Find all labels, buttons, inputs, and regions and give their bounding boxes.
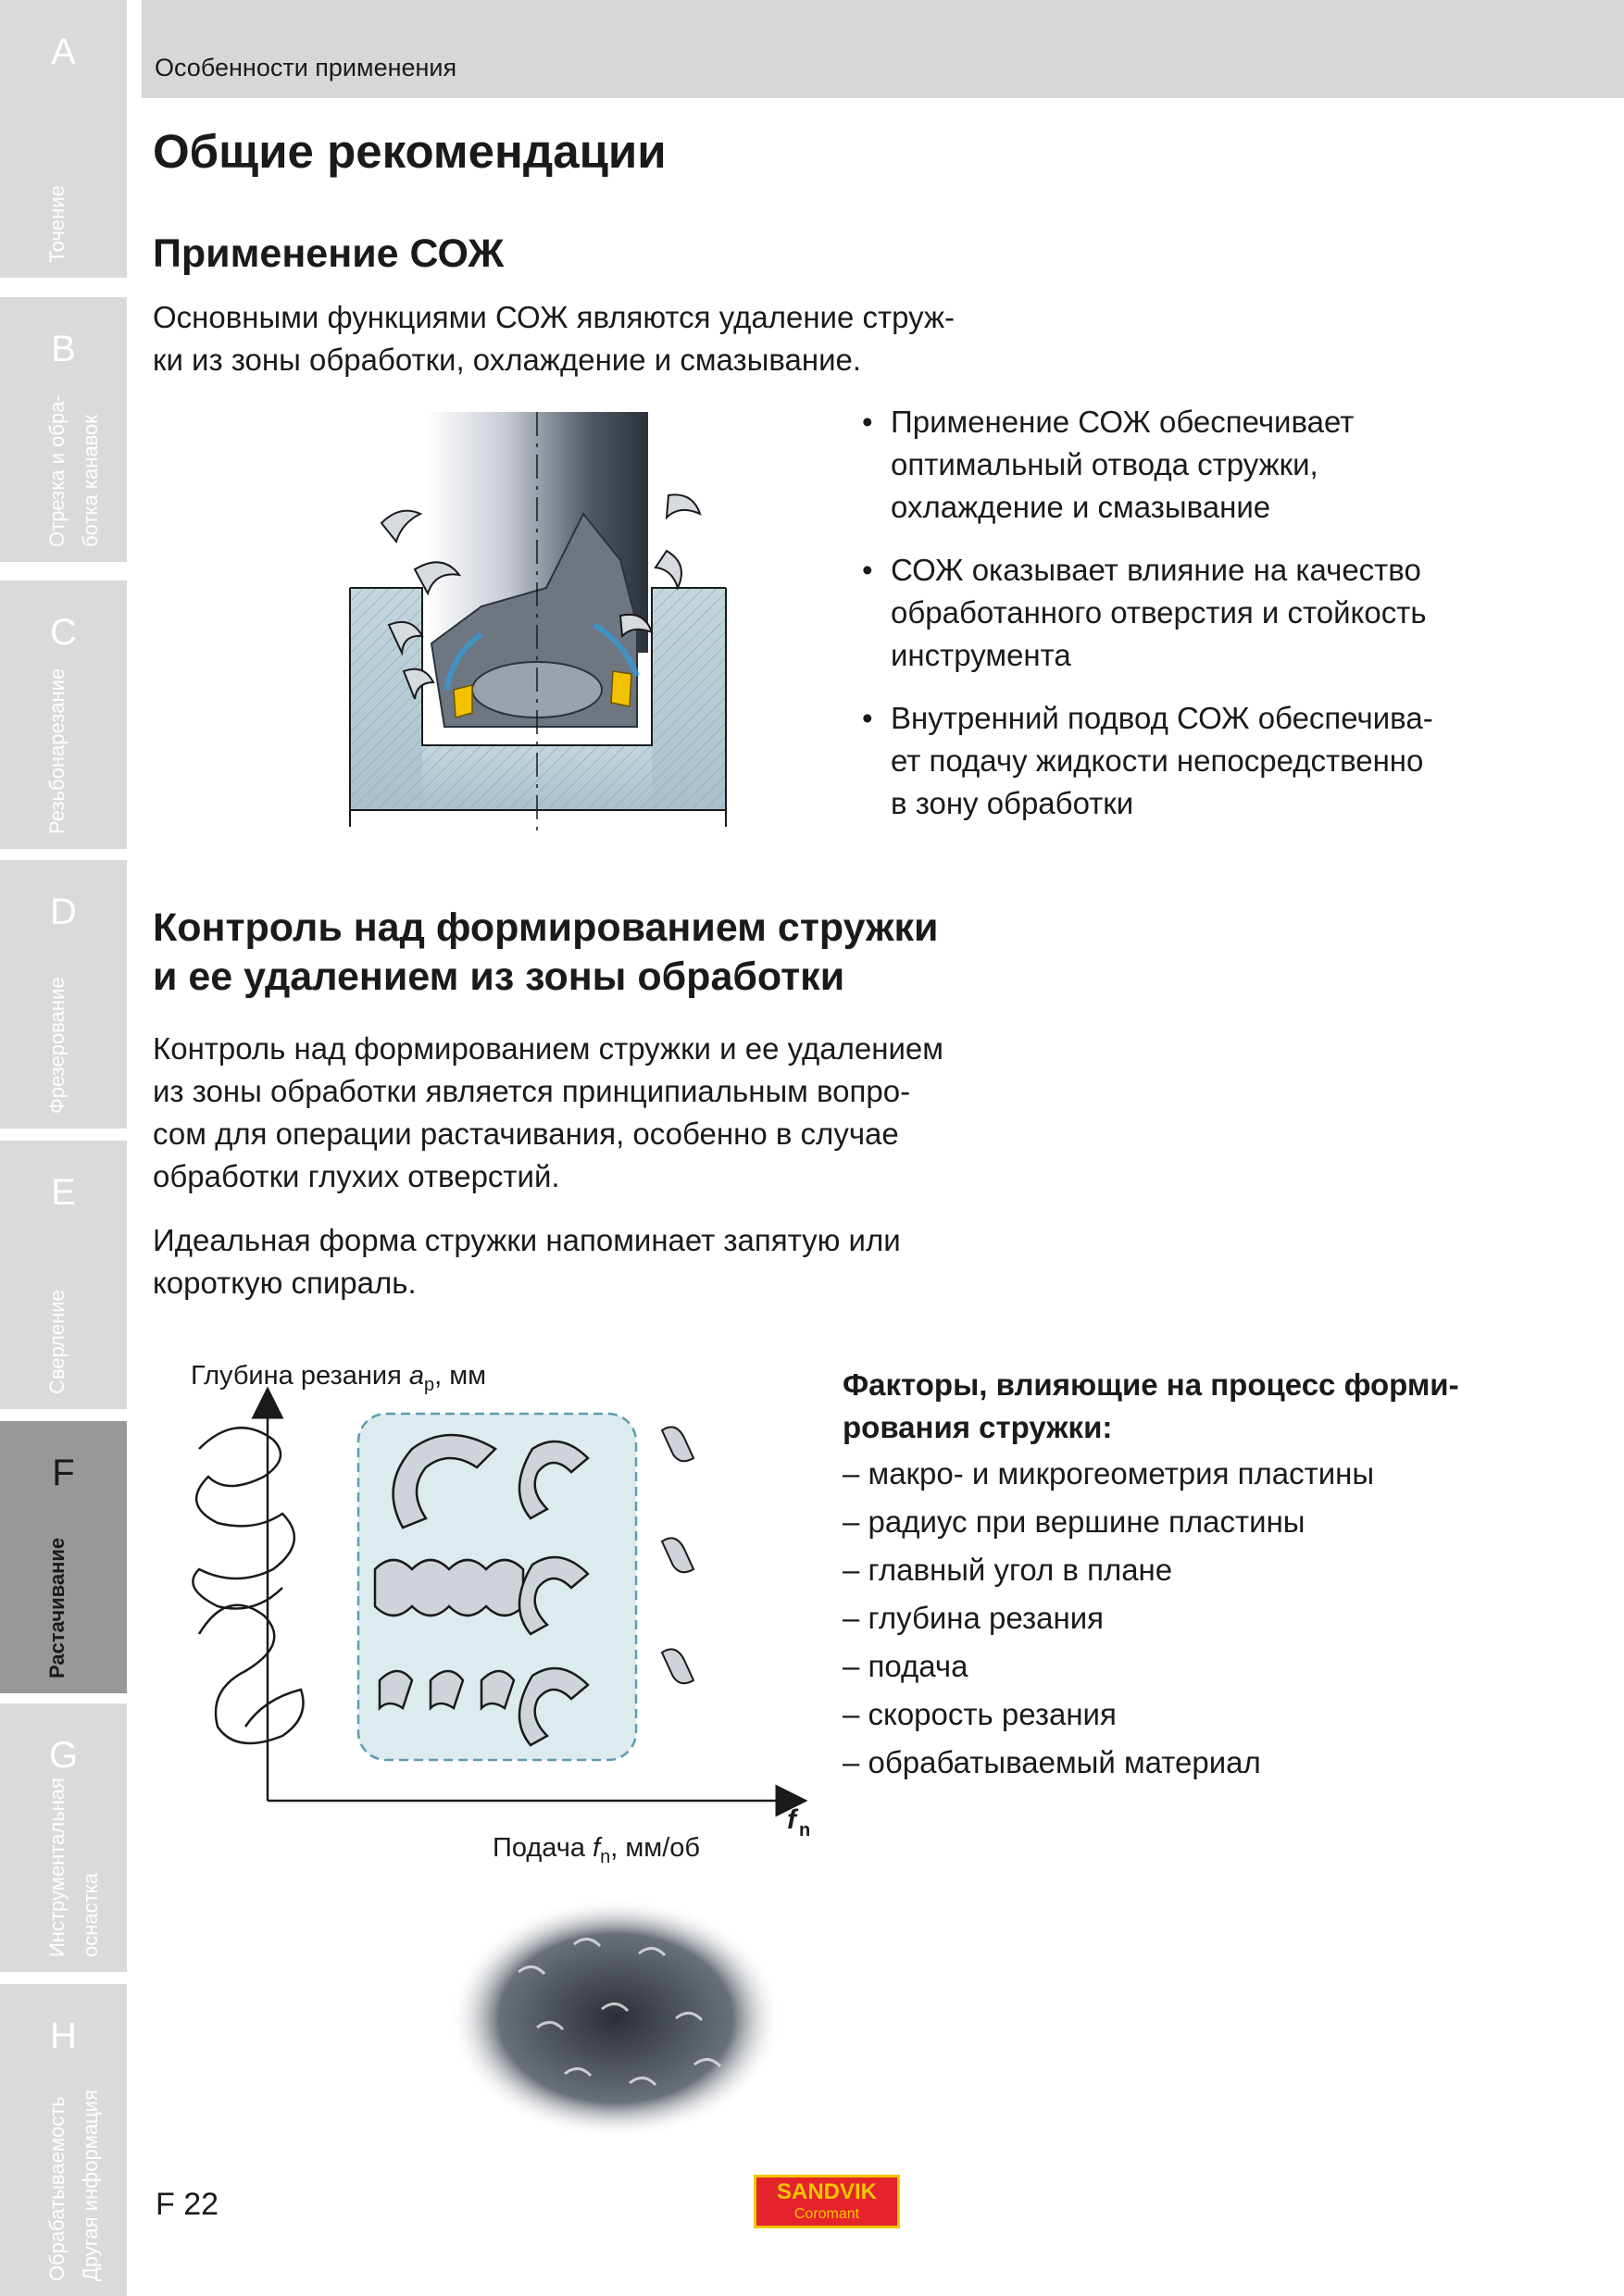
cutting-insert-left <box>454 685 472 718</box>
tab-letter: F <box>52 1453 75 1493</box>
small-chip <box>662 1538 693 1572</box>
cutting-insert-right <box>611 671 631 706</box>
bullet-item <box>856 697 1505 825</box>
section-tab-c[interactable] <box>0 580 127 849</box>
factor-item: – главный угол в плане <box>843 1553 1173 1587</box>
logo-line1: SANDVIK <box>776 2179 877 2204</box>
factor-item: – глубина резания <box>843 1601 1105 1635</box>
factor-item: – подача <box>843 1649 968 1683</box>
chip <box>656 551 681 588</box>
bullet-item <box>856 549 1505 677</box>
tab-letter: G <box>48 1735 79 1776</box>
header-band <box>142 0 1624 98</box>
section-tab-b[interactable] <box>0 297 127 562</box>
x-axis-subscript: n <box>600 1846 611 1867</box>
tab-letter: H <box>50 2015 77 2056</box>
section-tab-f[interactable] <box>0 1421 127 1693</box>
text-line: ет подачу жидкости непосредственно <box>891 743 1424 778</box>
factors-list <box>843 1450 1374 1787</box>
tab-label: Обрабатываемость <box>45 2096 69 2281</box>
text-line: обработки глухих отверстий. <box>153 1159 560 1193</box>
section-title-coolant: Применение СОЖ <box>153 231 505 276</box>
section-tab-h[interactable] <box>0 1984 127 2296</box>
y-axis-label <box>191 1361 486 1396</box>
x-axis-variable: f <box>593 1833 601 1863</box>
section-tab-e[interactable] <box>0 1141 127 1409</box>
factor-item: – макро- и микрогеометрия пластины <box>843 1456 1375 1491</box>
factor-item: – скорость резания <box>843 1697 1117 1731</box>
text-line: • Применение СОЖ обеспечивает <box>891 405 1355 439</box>
small-chip <box>662 1649 693 1683</box>
coolant-bullet-list <box>856 401 1505 845</box>
chip <box>667 494 700 518</box>
y-axis-label-text: Глубина резания <box>191 1361 409 1391</box>
chip-form-chart <box>181 1393 829 1841</box>
breadcrumb: Особенности применения <box>155 54 457 81</box>
chip-control-paragraph <box>153 1028 1028 1198</box>
text-line: в зону обработки <box>891 786 1134 820</box>
section-title-chip-control <box>153 904 938 1002</box>
x-axis-var: f <box>787 1804 796 1835</box>
text-line: сом для операции растачивания, особенно в случае <box>153 1117 899 1151</box>
text-line: • СОЖ оказывает влияние на качество <box>891 553 1421 587</box>
y-axis-subscript: p <box>424 1374 435 1395</box>
page-title: Общие рекомендации <box>153 125 667 178</box>
sandvik-coromant-logo <box>754 2175 900 2228</box>
ideal-chip-paragraph <box>153 1219 1028 1304</box>
section-tab-a[interactable] <box>0 0 127 278</box>
factor-item: – обрабатываемый материал <box>843 1745 1261 1779</box>
tab-label-line2: оснастка <box>79 1872 102 1957</box>
text-line: обработанного отверстия и стойкость <box>891 595 1427 630</box>
chip <box>381 511 420 542</box>
tab-letter: D <box>50 892 77 932</box>
boring-coolant-illustration <box>343 412 731 838</box>
tab-letter: C <box>50 612 77 653</box>
tab-label: Инструментальная <box>45 1778 69 1957</box>
title-line: и ее удалением из зоны обработки <box>153 955 845 999</box>
factor-item: – радиус при вершине пластины <box>843 1504 1305 1539</box>
y-axis-variable: a <box>408 1361 424 1391</box>
x-axis-unit: , мм/об <box>610 1833 701 1863</box>
section-tab-rail <box>0 0 127 2296</box>
x-axis-label <box>493 1833 700 1868</box>
page-number: F 22 <box>156 2187 219 2222</box>
section-tab-d[interactable] <box>0 860 127 1129</box>
y-axis-unit: , мм <box>434 1361 487 1391</box>
tab-letter: E <box>51 1172 76 1213</box>
tab-letter: A <box>51 31 76 72</box>
tab-label: Сверление <box>45 1290 69 1394</box>
tab-label-line2: ботка канавок <box>79 415 102 547</box>
title-line: Факторы, влияющие на процесс форми- <box>843 1367 1459 1402</box>
coolant-intro <box>153 296 1028 381</box>
x-axis-label-text: Подача <box>493 1833 593 1863</box>
small-chip <box>662 1427 693 1461</box>
text-line: охлаждение и смазывание <box>891 490 1271 524</box>
snarled-chip <box>199 1605 304 1743</box>
x-axis-var-sub: n <box>799 1820 811 1841</box>
tab-label: Растачивание <box>45 1537 69 1678</box>
tab-letter: B <box>51 329 76 369</box>
bullet-item <box>856 401 1505 529</box>
tab-label: Точение <box>45 185 69 263</box>
tab-label-line2: Другая информация <box>79 2090 102 2281</box>
text-line: Контроль над формированием стружки и ее удалением <box>153 1031 943 1066</box>
long-helical-chip <box>193 1428 294 1608</box>
title-line: рования стружки: <box>843 1410 1113 1444</box>
text-line: оптимальный отвода стружки, <box>891 447 1318 481</box>
text-line: Основными функциями СОЖ являются удаление струж- <box>153 300 956 334</box>
tab-label: Отрезка и обра- <box>45 394 69 547</box>
text-line: короткую спираль. <box>153 1266 417 1300</box>
tab-label: Резьбонарезание <box>45 668 69 834</box>
title-line: Контроль над формированием стружки <box>153 905 939 950</box>
text-line: • Внутренний подвод СОЖ обеспечива- <box>891 701 1433 735</box>
section-tab-g[interactable] <box>0 1703 127 1972</box>
comma-chip-row <box>380 1671 514 1708</box>
text-line: Идеальная форма стружки напоминает запятую или <box>153 1223 901 1257</box>
text-line: из зоны обработки является принципиальным вопро- <box>153 1074 911 1108</box>
text-line: инструмента <box>891 638 1071 672</box>
short-spiral-chip <box>375 1560 523 1616</box>
text-line: ки из зоны обработки, охлаждение и смазывание. <box>153 343 862 377</box>
factors-title <box>843 1364 1509 1449</box>
tab-label: Фрезерование <box>45 977 69 1114</box>
logo-line2: Coromant <box>793 2206 860 2222</box>
chip-pile-photo <box>444 1889 787 2157</box>
